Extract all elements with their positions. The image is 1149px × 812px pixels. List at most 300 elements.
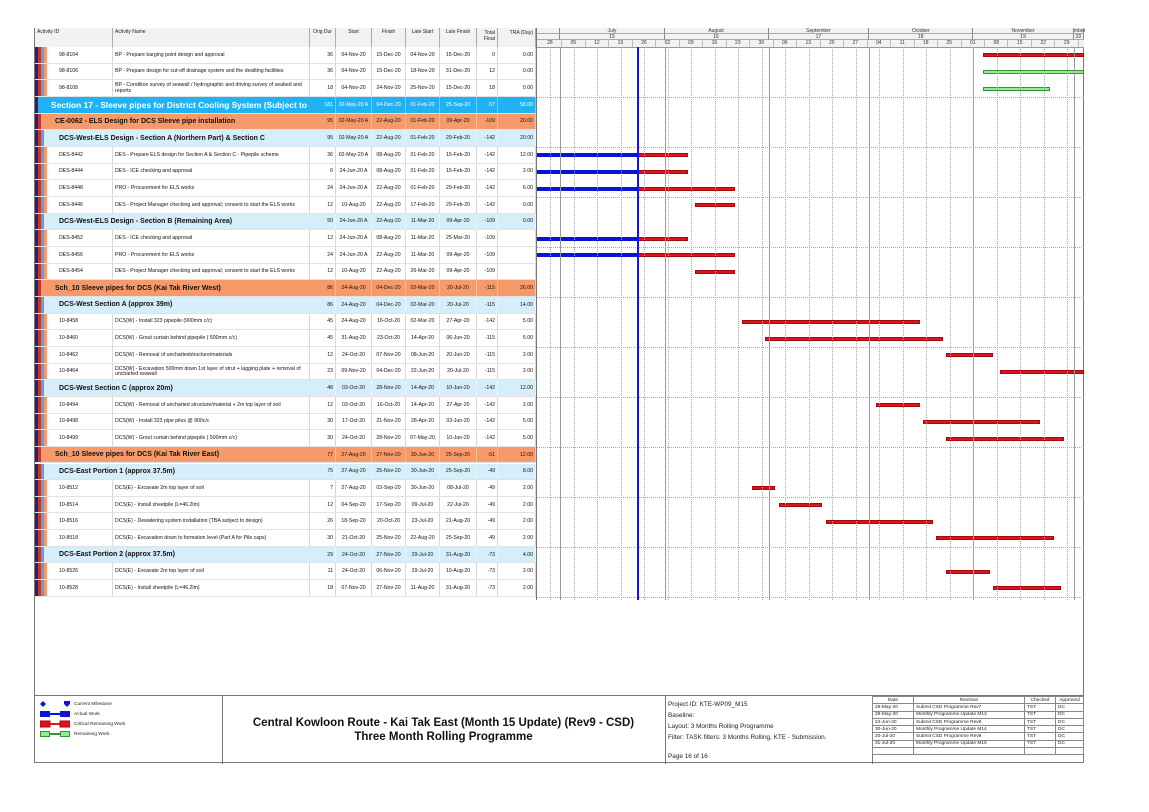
cell-tf: -109 bbox=[477, 247, 498, 263]
wbs-group-row[interactable] bbox=[35, 97, 536, 114]
cell-finish: 22-Aug-20 bbox=[372, 214, 406, 230]
cell-dur: 30 bbox=[310, 530, 336, 546]
cell-finish: 20-Oct-20 bbox=[372, 513, 406, 529]
activity-row[interactable] bbox=[35, 197, 536, 214]
timescale-header bbox=[537, 28, 1084, 48]
col-activity-name[interactable]: Activity Name bbox=[113, 28, 310, 47]
cell-finish: 25-Nov-20 bbox=[372, 464, 406, 480]
band-divider bbox=[537, 147, 1084, 148]
cell-start: 24-Jun-20 A bbox=[336, 180, 372, 196]
legend-milestone bbox=[40, 700, 112, 708]
cell-dur: 7 bbox=[310, 480, 336, 496]
wbs-name: DCS-West Section A (approx 39m) bbox=[59, 301, 173, 309]
rev-header-revision: Revision bbox=[914, 697, 1025, 704]
week-number-label: 15 bbox=[560, 34, 664, 40]
wbs-name: Sch_10 Sleeve pipes for DCS (Kai Tak River West) bbox=[55, 284, 221, 292]
day-tick-label: 04 bbox=[868, 40, 891, 47]
cell-ls: 11-Aug-20 bbox=[406, 580, 440, 596]
week-gridline bbox=[597, 47, 598, 600]
rev-checked: TST bbox=[1025, 733, 1056, 740]
col-start[interactable]: Start bbox=[336, 28, 372, 47]
cell-dur: 95 bbox=[310, 130, 336, 146]
wbs-group-row[interactable] bbox=[35, 280, 536, 297]
cell-lf: 06-Jun-20 bbox=[440, 330, 477, 346]
activity-row[interactable] bbox=[35, 397, 536, 414]
cell-dur: 50 bbox=[310, 214, 336, 230]
rev-approved: DC bbox=[1056, 733, 1084, 740]
cell-dur: 23 bbox=[310, 364, 336, 380]
week-number-label: 20 bbox=[1074, 34, 1084, 40]
cell-start: 04-Nov-20 bbox=[336, 80, 372, 96]
cell-lf: 25-Mar-20 bbox=[440, 230, 477, 246]
activity-row[interactable] bbox=[35, 330, 536, 347]
week-number-label: 16 bbox=[665, 34, 769, 40]
rev-approved: DC bbox=[1056, 740, 1084, 747]
cell-id: 10-8514 bbox=[49, 497, 113, 513]
cell-id: 10-8518 bbox=[49, 530, 113, 546]
cell-id: DES-8448 bbox=[49, 180, 113, 196]
cell-dur: 12 bbox=[310, 347, 336, 363]
cell-id: 10-8499 bbox=[49, 430, 113, 446]
rev-date: 30-Jun-20 bbox=[873, 726, 914, 733]
cell-tf: -115 bbox=[477, 297, 498, 313]
remaining-work-bar[interactable] bbox=[983, 70, 1084, 74]
cell-name: DCS(E) - Excavation down to formation level (Part A for Pile caps) bbox=[113, 530, 310, 546]
cell-dur: 86 bbox=[310, 297, 336, 313]
cell-lf: 15-Feb-20 bbox=[440, 164, 477, 180]
cell-ls: 01-Feb-20 bbox=[406, 147, 440, 163]
cell-dur: 36 bbox=[310, 147, 336, 163]
cell-finish: 22-Aug-20 bbox=[372, 130, 406, 146]
remaining-work-bar[interactable] bbox=[983, 87, 1050, 91]
cell-finish: 22-Aug-20 bbox=[372, 197, 406, 213]
cell-lf: 31-Dec-20 bbox=[440, 64, 477, 80]
cell-id: 10-8494 bbox=[49, 397, 113, 413]
week-gridline bbox=[621, 47, 622, 600]
cell-tra: 2.00 bbox=[498, 364, 536, 380]
cell-id: 10-8458 bbox=[49, 314, 113, 330]
week-number-label: 19 bbox=[973, 34, 1074, 40]
day-tick-label: 22 bbox=[1032, 40, 1055, 47]
title-line-2: Three Month Rolling Programme bbox=[354, 731, 533, 743]
cell-start: 02-May-20 A bbox=[336, 147, 372, 163]
day-tick-label: 13 bbox=[797, 40, 820, 47]
cell-finish: 22-Aug-20 bbox=[372, 114, 406, 130]
wbs-name: Sch_10 Sleeve pipes for DCS (Kai Tak River East) bbox=[55, 451, 220, 459]
week-gridline bbox=[1044, 47, 1045, 600]
day-tick-label: 20 bbox=[821, 40, 844, 47]
week-gridline bbox=[903, 47, 904, 600]
week-gridline bbox=[809, 47, 810, 600]
col-late-start[interactable]: Late Start bbox=[406, 28, 440, 47]
rev-empty-cell bbox=[914, 748, 1025, 755]
revision-row bbox=[873, 733, 1084, 740]
report-title bbox=[222, 696, 666, 764]
cell-name: DES - ICE checking and approval bbox=[113, 164, 310, 180]
rev-date: 20-Jul-20 bbox=[873, 733, 914, 740]
wbs-group-row[interactable] bbox=[35, 464, 536, 481]
revision-row bbox=[873, 718, 1084, 725]
rev-description: Monthly Programme Update M13 bbox=[914, 711, 1025, 718]
week-gridline bbox=[738, 47, 739, 600]
band-divider bbox=[537, 447, 1084, 448]
activity-row[interactable] bbox=[35, 364, 536, 381]
cell-tf: -109 bbox=[477, 230, 498, 246]
col-late-finish[interactable]: Late Finish bbox=[440, 28, 477, 47]
cell-finish: 27-Nov-20 bbox=[372, 547, 406, 563]
cell-finish: 27-Nov-20 bbox=[372, 580, 406, 596]
baseline: Baseline: bbox=[668, 712, 695, 719]
critical-work-bar[interactable] bbox=[638, 187, 735, 191]
month-label: August bbox=[665, 28, 769, 34]
critical-work-bar[interactable] bbox=[993, 586, 1060, 590]
cell-finish: 08-Aug-20 bbox=[372, 147, 406, 163]
critical-work-icon bbox=[40, 720, 70, 728]
cell-start: 24-Jun-20 A bbox=[336, 164, 372, 180]
critical-work-bar[interactable] bbox=[983, 53, 1084, 57]
rev-date: 25-May-20 bbox=[873, 704, 914, 711]
cell-start: 09-Nov-20 bbox=[336, 364, 372, 380]
critical-work-bar[interactable] bbox=[1000, 370, 1084, 374]
week-gridline bbox=[832, 47, 833, 600]
data-date-line bbox=[637, 47, 639, 600]
cell-ls: 30-Jun-20 bbox=[406, 480, 440, 496]
cell-ls: 30-Jun-20 bbox=[406, 464, 440, 480]
month-label: July bbox=[560, 28, 664, 34]
day-tick-label: 30 bbox=[750, 40, 773, 47]
wbs-group-row[interactable] bbox=[35, 380, 536, 397]
cell-ls: 25-Nov-20 bbox=[406, 80, 440, 96]
wbs-group-row[interactable] bbox=[35, 114, 536, 131]
activity-row[interactable] bbox=[35, 580, 536, 597]
revision-row bbox=[873, 726, 1084, 733]
cell-tf: -73 bbox=[477, 547, 498, 563]
activity-row[interactable] bbox=[35, 414, 536, 431]
cell-tf: -57 bbox=[477, 97, 498, 113]
wbs-level-stripe bbox=[44, 197, 47, 213]
rev-date: 31-Jul-20 bbox=[873, 740, 914, 747]
critical-work-bar[interactable] bbox=[752, 486, 775, 490]
activity-row[interactable] bbox=[35, 497, 536, 514]
cell-tf: 0 bbox=[477, 47, 498, 63]
cell-id: DES-8452 bbox=[49, 230, 113, 246]
rev-header-checked: Checked bbox=[1025, 697, 1056, 704]
rev-header-date: Date bbox=[873, 697, 914, 704]
wbs-group-row[interactable] bbox=[35, 297, 536, 314]
cell-ls: 29-Jul-20 bbox=[406, 563, 440, 579]
cell-finish: 04-Dec-20 bbox=[372, 364, 406, 380]
cell-ls: 11-Mar-20 bbox=[406, 230, 440, 246]
week-gridline bbox=[1020, 47, 1021, 600]
cell-start: 04-Sep-20 bbox=[336, 497, 372, 513]
cell-ls: 14-Apr-20 bbox=[406, 330, 440, 346]
cell-start: 24-Aug-20 bbox=[336, 297, 372, 313]
cell-tf: -109 bbox=[477, 264, 498, 280]
cell-id: DES-8446 bbox=[49, 197, 113, 213]
cell-finish: 16-Oct-20 bbox=[372, 397, 406, 413]
week-gridline bbox=[668, 47, 669, 600]
cell-dur: 29 bbox=[310, 547, 336, 563]
cell-ls: 17-Feb-20 bbox=[406, 197, 440, 213]
cell-start: 02-May-20 A bbox=[336, 130, 372, 146]
cell-tra: 2.00 bbox=[498, 164, 536, 180]
activity-row[interactable] bbox=[35, 180, 536, 197]
day-tick-label: 29 bbox=[1055, 40, 1078, 47]
wbs-name: DCS-West Section C (approx 20m) bbox=[59, 384, 173, 392]
week-gridline bbox=[926, 47, 927, 600]
week-gridline bbox=[785, 47, 786, 600]
revision-row bbox=[873, 711, 1084, 718]
cell-finish: 04-Dec-20 bbox=[372, 297, 406, 313]
cell-name: DCS(E) - Excavate 2m top layer of soil bbox=[113, 563, 310, 579]
activity-row[interactable] bbox=[35, 314, 536, 331]
cell-id: 10-8528 bbox=[49, 580, 113, 596]
cell-dur: 75 bbox=[310, 464, 336, 480]
day-tick-label: 18 bbox=[915, 40, 938, 47]
rev-checked: TST bbox=[1025, 740, 1056, 747]
day-tick-label: 11 bbox=[891, 40, 914, 47]
project-info bbox=[665, 696, 873, 764]
cell-ls: 01-Feb-20 bbox=[406, 164, 440, 180]
rev-checked: TST bbox=[1025, 711, 1056, 718]
critical-work-bar[interactable] bbox=[946, 570, 990, 574]
cell-start: 03-Oct-20 bbox=[336, 380, 372, 396]
legend-actual bbox=[40, 710, 100, 718]
rev-approved: DC bbox=[1056, 726, 1084, 733]
wbs-level-stripe bbox=[44, 314, 47, 330]
actual-work-bar[interactable] bbox=[537, 253, 638, 257]
cell-finish: 28-Nov-20 bbox=[372, 380, 406, 396]
wbs-level-stripe bbox=[38, 447, 41, 463]
cell-finish: 04-Dec-20 bbox=[372, 280, 406, 296]
cell-name: DES - Project Manager checking and approval; consent to start the ELS works bbox=[113, 264, 310, 280]
critical-work-bar[interactable] bbox=[936, 536, 1053, 540]
legend-remaining-label: Remaining Work bbox=[74, 731, 110, 737]
col-total-float[interactable]: Total Float bbox=[477, 28, 498, 47]
day-tick-label: 01 bbox=[962, 40, 985, 47]
cell-dur: 12 bbox=[310, 497, 336, 513]
cell-tf: -115 bbox=[477, 347, 498, 363]
cell-dur: 6 bbox=[310, 164, 336, 180]
cell-tf: -115 bbox=[477, 364, 498, 380]
cell-id: 10-8512 bbox=[49, 480, 113, 496]
actual-work-bar[interactable] bbox=[537, 153, 638, 157]
activity-row[interactable] bbox=[35, 147, 536, 164]
cell-ls: 11-Mar-20 bbox=[406, 214, 440, 230]
cell-name: DCS(E) - Excavate 2m top layer of soil bbox=[113, 480, 310, 496]
wbs-level-stripe bbox=[44, 580, 47, 596]
actual-work-bar[interactable] bbox=[537, 187, 638, 191]
gantt-body bbox=[537, 47, 1084, 600]
cell-start: 10-Aug-20 bbox=[336, 264, 372, 280]
cell-start: 02-May-20 A bbox=[336, 97, 372, 113]
activity-row[interactable] bbox=[35, 513, 536, 530]
activity-row[interactable] bbox=[35, 563, 536, 580]
cell-start: 27-Aug-20 bbox=[336, 447, 372, 463]
wbs-level-stripe bbox=[38, 114, 41, 130]
cell-lf: 29-Feb-20 bbox=[440, 180, 477, 196]
cell-dur: 45 bbox=[310, 314, 336, 330]
cell-tra: 20.00 bbox=[498, 130, 536, 146]
col-finish[interactable]: Finish bbox=[372, 28, 406, 47]
cell-ls: 09-Jul-20 bbox=[406, 497, 440, 513]
month-gridline bbox=[665, 47, 666, 600]
cell-dur: 12 bbox=[310, 397, 336, 413]
cell-start: 24-Jun-20 A bbox=[336, 247, 372, 263]
cell-tf: -109 bbox=[477, 214, 498, 230]
wbs-name: DCS-West-ELS Design - Section A (Northern Part) & Section C bbox=[59, 134, 265, 142]
wbs-level-stripe bbox=[44, 147, 47, 163]
cell-lf: 29-Feb-20 bbox=[440, 130, 477, 146]
cell-tra: 0.00 bbox=[498, 64, 536, 80]
wbs-level-stripe bbox=[44, 513, 47, 529]
col-activity-id[interactable]: Activity ID bbox=[35, 28, 113, 47]
week-number-label: 17 bbox=[769, 34, 870, 40]
cell-tf: 18 bbox=[477, 80, 498, 96]
week-gridline bbox=[644, 47, 645, 600]
month-gridline bbox=[560, 47, 561, 600]
cell-tf: -49 bbox=[477, 530, 498, 546]
cell-lf: 15-Dec-20 bbox=[440, 47, 477, 63]
activity-row[interactable] bbox=[35, 347, 536, 364]
week-gridline bbox=[856, 47, 857, 600]
activity-row[interactable] bbox=[35, 480, 536, 497]
layout-name: Layout: 3 Months Rolling Programme bbox=[668, 723, 774, 730]
rev-date: 24-Jun-20 bbox=[873, 718, 914, 725]
cell-id: 10-8462 bbox=[49, 347, 113, 363]
cell-dur: 86 bbox=[310, 280, 336, 296]
activity-row[interactable] bbox=[35, 64, 536, 81]
cell-start: 17-Oct-20 bbox=[336, 414, 372, 430]
cell-tf: -142 bbox=[477, 414, 498, 430]
wbs-group-row[interactable] bbox=[35, 214, 536, 231]
activity-row[interactable] bbox=[35, 80, 536, 97]
cell-tra: 8.00 bbox=[498, 464, 536, 480]
critical-work-bar[interactable] bbox=[946, 353, 993, 357]
legend-critical-label: Critical Remaining Work bbox=[74, 721, 126, 727]
cell-name: DCS(E) - Install sheetpile (L=46.2lm) bbox=[113, 580, 310, 596]
wbs-level-stripe bbox=[44, 563, 47, 579]
wbs-name: Section 17 - Sleeve pipes for District Cooling System (Subject to bbox=[51, 99, 307, 110]
cell-ls: 01-Feb-20 bbox=[406, 114, 440, 130]
day-tick-label: 19 bbox=[609, 40, 632, 47]
cell-ls: 01-Feb-20 bbox=[406, 97, 440, 113]
activity-row[interactable] bbox=[35, 264, 536, 281]
cell-finish: 22-Aug-20 bbox=[372, 180, 406, 196]
cell-finish: 27-Nov-20 bbox=[372, 447, 406, 463]
actual-work-bar[interactable] bbox=[537, 237, 638, 241]
rev-approved: DC bbox=[1056, 711, 1084, 718]
revision-table bbox=[872, 696, 1084, 764]
activity-row[interactable] bbox=[35, 430, 536, 447]
week-gridline bbox=[1067, 47, 1068, 600]
critical-work-bar[interactable] bbox=[638, 253, 735, 257]
cell-dur: 45 bbox=[310, 330, 336, 346]
cell-dur: 77 bbox=[310, 447, 336, 463]
activity-row[interactable] bbox=[35, 164, 536, 181]
activity-row[interactable] bbox=[35, 230, 536, 247]
wbs-level-stripe bbox=[44, 414, 47, 430]
wbs-level-stripe bbox=[41, 547, 44, 563]
activity-row[interactable] bbox=[35, 530, 536, 547]
band-divider bbox=[537, 347, 1084, 348]
wbs-level-stripe bbox=[44, 330, 47, 346]
cell-id: 98-8106 bbox=[49, 64, 113, 80]
cell-tf: -49 bbox=[477, 513, 498, 529]
cell-tra: 58.00 bbox=[498, 97, 536, 113]
cell-tra: 2.00 bbox=[498, 397, 536, 413]
cell-id: DES-8444 bbox=[49, 164, 113, 180]
cell-finish: 06-Nov-20 bbox=[372, 563, 406, 579]
cell-lf: 29-Feb-20 bbox=[440, 197, 477, 213]
cell-tf: -142 bbox=[477, 380, 498, 396]
cell-ls: 02-Mar-20 bbox=[406, 314, 440, 330]
day-tick-label: 09 bbox=[680, 40, 703, 47]
critical-work-bar[interactable] bbox=[876, 403, 920, 407]
critical-work-bar[interactable] bbox=[946, 437, 1063, 441]
cell-finish: 15-Dec-20 bbox=[372, 47, 406, 63]
cell-lf: 27-Apr-20 bbox=[440, 397, 477, 413]
activity-row[interactable] bbox=[35, 247, 536, 264]
week-gridline bbox=[574, 47, 575, 600]
cell-name: DCS(W) - Grout curtain behind pipepile ( 500mm c/c) bbox=[113, 330, 310, 346]
col-orig-dur[interactable]: Orig Dur bbox=[310, 28, 336, 47]
cell-finish: 04-Dec-20 bbox=[372, 97, 406, 113]
cell-lf: 03-Jun-20 bbox=[440, 414, 477, 430]
cell-name: DCS(W) - Removal of unchartedstructure/materials bbox=[113, 347, 310, 363]
cell-finish: 17-Sep-20 bbox=[372, 497, 406, 513]
cell-start: 18-Sep-20 bbox=[336, 513, 372, 529]
activity-row[interactable] bbox=[35, 47, 536, 64]
col-tra[interactable]: TRA (Day) bbox=[498, 28, 536, 47]
cell-ls: 04-Nov-20 bbox=[406, 47, 440, 63]
wbs-group-row[interactable] bbox=[35, 130, 536, 147]
month-label: October bbox=[869, 28, 973, 34]
cell-tra: 2.00 bbox=[498, 513, 536, 529]
cell-start: 24-Oct-20 bbox=[336, 563, 372, 579]
cell-ls: 07-May-20 bbox=[406, 430, 440, 446]
cell-dur: 12 bbox=[310, 264, 336, 280]
day-tick-label: 05 bbox=[562, 40, 585, 47]
cell-id: DES-8442 bbox=[49, 147, 113, 163]
rev-approved: DC bbox=[1056, 704, 1084, 711]
rev-checked: TST bbox=[1025, 718, 1056, 725]
cell-lf: 15-Feb-20 bbox=[440, 147, 477, 163]
critical-work-bar[interactable] bbox=[923, 420, 1040, 424]
revision-row bbox=[873, 704, 1084, 711]
cell-dur: 12 bbox=[310, 197, 336, 213]
cell-lf: 22-Jul-20 bbox=[440, 497, 477, 513]
cell-tra: 0.00 bbox=[498, 80, 536, 96]
cell-start: 27-Aug-20 bbox=[336, 464, 372, 480]
cell-lf: 09-Apr-20 bbox=[440, 114, 477, 130]
actual-work-bar[interactable] bbox=[537, 170, 638, 174]
wbs-level-stripe bbox=[41, 297, 44, 313]
wbs-group-row[interactable] bbox=[35, 447, 536, 464]
rev-description: Monthly Programme Update M14 bbox=[914, 726, 1025, 733]
day-tick-label: 25 bbox=[938, 40, 961, 47]
wbs-level-stripe bbox=[44, 530, 47, 546]
rev-description: Monthly Programme Update M15 bbox=[914, 740, 1025, 747]
critical-work-bar[interactable] bbox=[765, 337, 943, 341]
cell-ls: 08-Jun-20 bbox=[406, 347, 440, 363]
cell-lf: 21-Aug-20 bbox=[440, 513, 477, 529]
cell-dur: 30 bbox=[310, 430, 336, 446]
cell-id: 10-8498 bbox=[49, 414, 113, 430]
wbs-group-row[interactable] bbox=[35, 547, 536, 564]
cell-start: 24-Oct-20 bbox=[336, 547, 372, 563]
wbs-level-stripe bbox=[44, 430, 47, 446]
